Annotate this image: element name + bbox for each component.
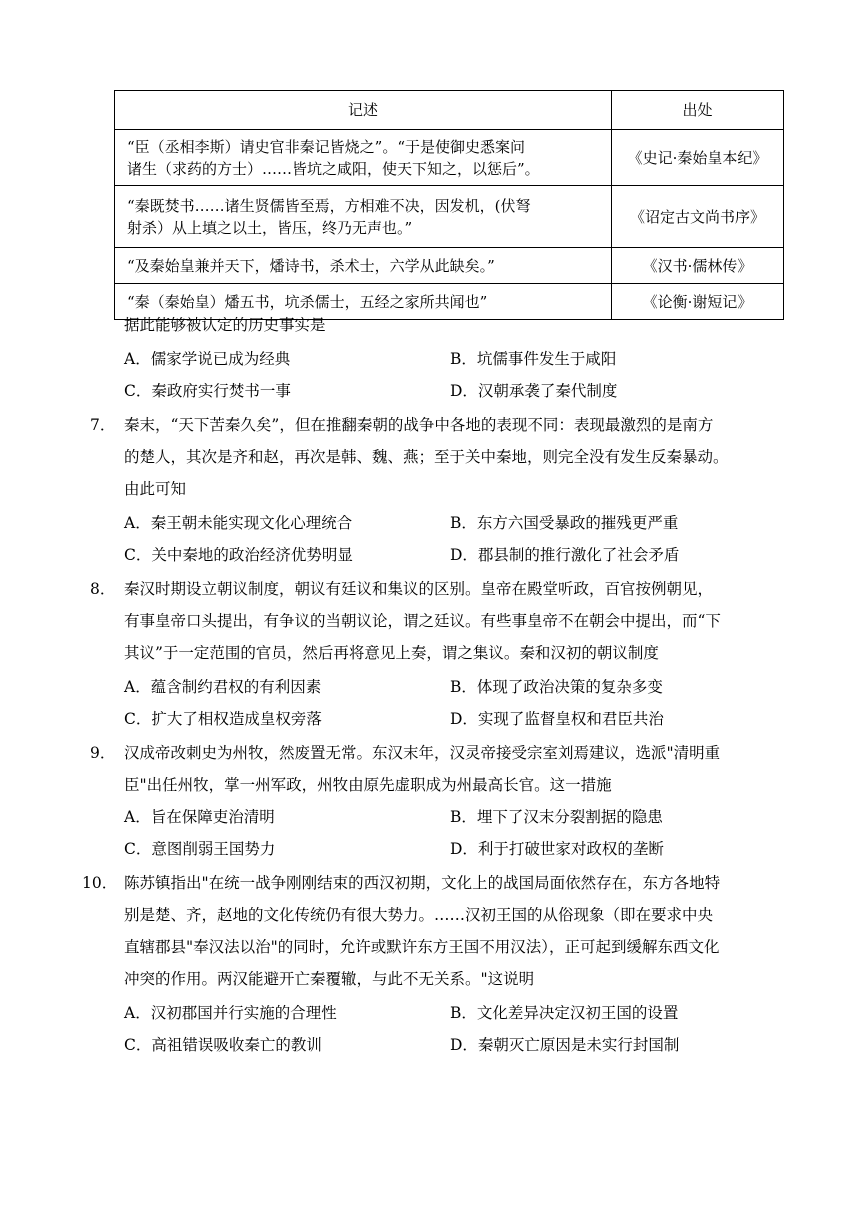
table-cell-record: “臣（丞相李斯）请史官非秦记皆烧之”。“于是使御史悉案问 诸生（求药的方士）……皆坑之咸阳，使天下知之，以惩后”。: [115, 130, 612, 186]
q7-line: 由此可知: [124, 480, 187, 498]
table-cell-record: “秦（秦始皇）燔五书，坑杀儒士，五经之家所共闻也”: [115, 284, 612, 320]
q9-line: 臣"出任州牧，掌一州军政，州牧由原先虚职成为州最高长官。这一措施: [124, 776, 612, 794]
q7-line: 秦末，“天下苦秦久矣”，但在推翻秦朝的战争中各地的表现不同：表现最激烈的是南方: [124, 416, 714, 434]
q10-line: 陈苏镇指出"在统一战争刚刚结束的西汉初期，文化上的战国局面依然存在，东方各地特: [124, 874, 721, 892]
q6-option-d: D．汉朝承袭了秦代制度: [450, 382, 618, 400]
q8-option-a: A．蕴含制约君权的有利因素: [124, 678, 322, 696]
table-cell-source: 《诏定古文尚书序》: [612, 186, 784, 248]
q9-option-c: C．意图削弱王国势力: [124, 840, 276, 858]
q10-option-b: B．文化差异决定汉初王国的设置: [450, 1004, 679, 1022]
q10-option-c: C．高祖错误吸收秦亡的教训: [124, 1036, 322, 1054]
q9-line: 汉成帝改刺史为州牧，然废置无常。东汉末年，汉灵帝接受宗室刘焉建议，选派"清明重: [124, 744, 721, 762]
q10-option-d: D．秦朝灭亡原因是未实行封国制: [450, 1036, 680, 1054]
q7-option-b: B．东方六国受暴政的摧残更严重: [450, 514, 679, 532]
q10-line: 冲突的作用。两汉能避开亡秦覆辙，与此不无关系。"这说明: [124, 970, 535, 988]
table-row: [115, 248, 784, 284]
q6-option-c: C．秦政府实行焚书一事: [124, 382, 291, 400]
q9-option-d: D．利于打破世家对政权的垄断: [450, 840, 664, 858]
q10-option-a: A．汉初郡国并行实施的合理性: [124, 1004, 337, 1022]
q8-option-c: C．扩大了相权造成皇权旁落: [124, 710, 322, 728]
q6-option-a: A．儒家学说已成为经典: [124, 350, 291, 368]
q7-option-d: D．郡县制的推行激化了社会矛盾: [450, 546, 680, 564]
q8-number: 8．: [90, 580, 116, 598]
q8-line: 有事皇帝口头提出，有争议的当朝议论，谓之廷议。有些事皇帝不在朝会中提出，而“下: [124, 612, 721, 630]
q7-line: 的楚人，其次是齐和赵，再次是韩、魏、燕；至于关中秦地，则完全没有发生反秦暴动。: [124, 448, 729, 466]
q8-option-d: D．实现了监督皇权和君臣共治: [450, 710, 664, 728]
q10-line: 直辖郡县"奉汉法以治"的同时，允许或默许东方王国不用汉法），正可起到缓解东西文化: [124, 938, 720, 956]
table-row: [115, 186, 784, 248]
table-header-row: [115, 91, 784, 130]
table-cell-record: “秦既焚书……诸生贤儒皆至焉，方相难不决，因发机，(伏弩 射杀）从上填之以土，皆压，终乃无声也。”: [115, 186, 612, 248]
q9-number: 9．: [90, 744, 116, 762]
q6-option-b: B．坑儒事件发生于咸阳: [450, 350, 617, 368]
table-cell-record: “及秦始皇兼并天下，燔诗书，杀术士，六学从此缺矣。”: [115, 248, 612, 284]
q7-option-c: C．关中秦地的政治经济优势明显: [124, 546, 353, 564]
q8-line: 其议”于一定范围的官员，然后再将意见上奏，谓之集议。秦和汉初的朝议制度: [124, 644, 659, 662]
source-table: [114, 90, 784, 320]
q9-option-b: B．埋下了汉末分裂割据的隐患: [450, 808, 663, 826]
q9-option-a: A．旨在保障吏治清明: [124, 808, 275, 826]
table-header-source: 出处: [612, 91, 784, 130]
table-cell-source: 《论衡·谢短记》: [612, 284, 784, 320]
q8-line: 秦汉时期设立朝议制度，朝议有廷议和集议的区别。皇帝在殿堂听政，百官按例朝见，: [124, 580, 714, 598]
table-row: [115, 130, 784, 186]
q7-option-a: A．秦王朝未能实现文化心理统合: [124, 514, 353, 532]
table-cell-source: 《史记·秦始皇本纪》: [612, 130, 784, 186]
q7-number: 7．: [90, 416, 116, 434]
q10-line: 别是楚、齐，赵地的文化传统仍有很大势力。……汉初王国的从俗现象（即在要求中央: [124, 906, 714, 924]
q10-number: 10．: [82, 874, 118, 892]
table-cell-source: 《汉书·儒林传》: [612, 248, 784, 284]
q6-stem: 据此能够被认定的历史事实是: [124, 316, 326, 334]
table-header-record: 记述: [115, 91, 612, 130]
q8-option-b: B．体现了政治决策的复杂多变: [450, 678, 663, 696]
